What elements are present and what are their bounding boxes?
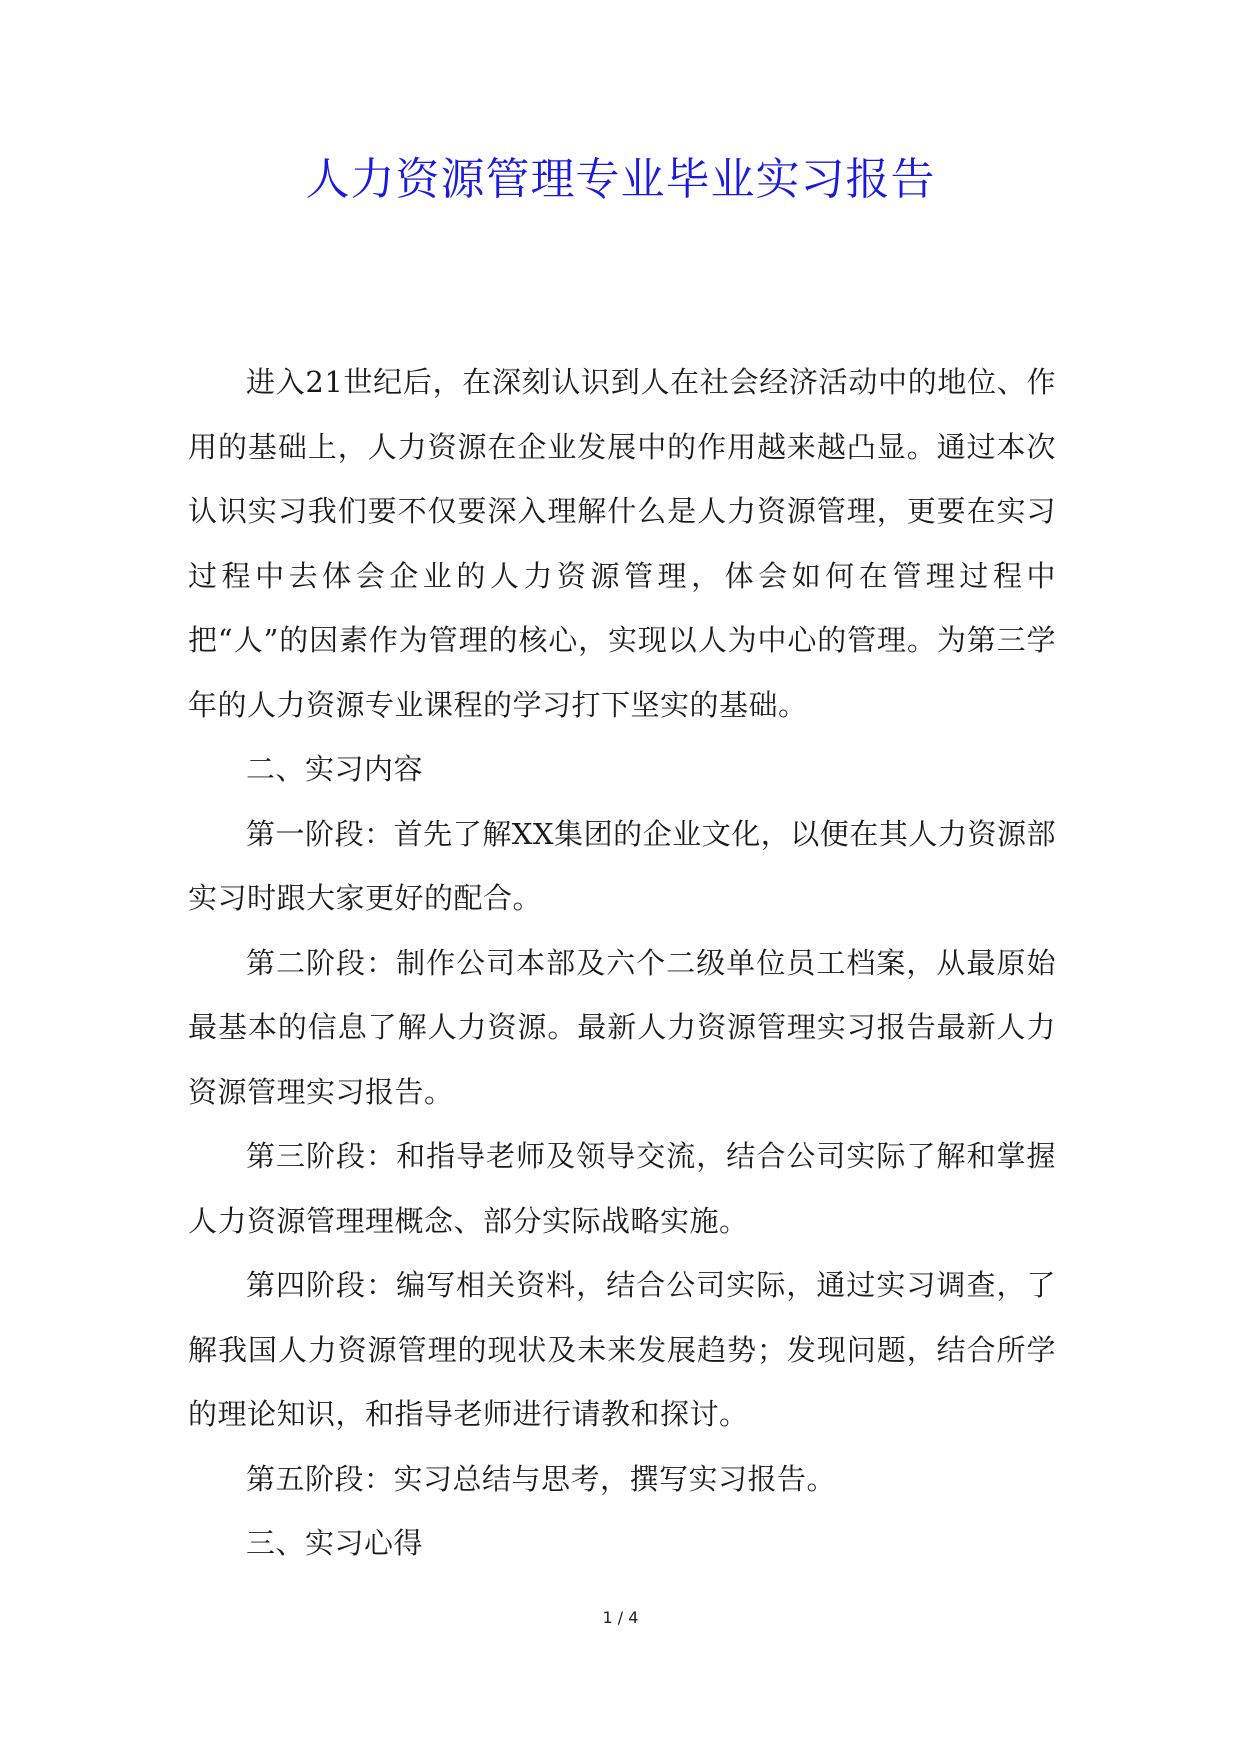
paragraph-stage-one: 第一阶段：首先了解XX集团的企业文化，以便在其人力资源部实习时跟大家更好的配合。 <box>188 816 1056 915</box>
paragraph-intro: 进入21世纪后，在深刻认识到人在社会经济活动中的地位、作用的基础上，人力资源在企业发展中的作用越来越凸显。通过本次认识实习我们要不仅要深入理解什么是人力资源管理，更要在实习过程中去体会企业的人力资源管理，体会如何在管理过程中把“人”的因素作为管理的核心，实现以人为中心的管理。为第三学年的人力资源专业课程的学习打下坚实的基础。 <box>188 365 1056 722</box>
document-title: 人力资源管理专业毕业实习报告 <box>305 154 936 205</box>
page-number: 1 / 4 <box>602 1608 639 1627</box>
paragraph-stage-three: 第三阶段：和指导老师及领导交流，结合公司实际了解和掌握人力资源管理理概念、部分实际战略实施。 <box>188 1139 1056 1238</box>
paragraph-stage-four: 第四阶段：编写相关资料，结合公司实际，通过实习调查，了解我国人力资源管理的现状及未来发展趋势；发现问题，结合所学的理论知识，和指导老师进行请教和探讨。 <box>188 1268 1056 1431</box>
document-body <box>188 350 1056 1576</box>
paragraph-stage-two: 第二阶段：制作公司本部及六个二级单位员工档案，从最原始最基本的信息了解人力资源。最新人力资源管理实习报告最新人力资源管理实习报告。 <box>188 945 1056 1109</box>
section-heading-internship-insights: 三、实习心得 <box>246 1526 424 1560</box>
section-heading-internship-content: 二、实习内容 <box>246 752 424 786</box>
paragraph-stage-five: 第五阶段：实习总结与思考，撰写实习报告。 <box>246 1461 837 1496</box>
